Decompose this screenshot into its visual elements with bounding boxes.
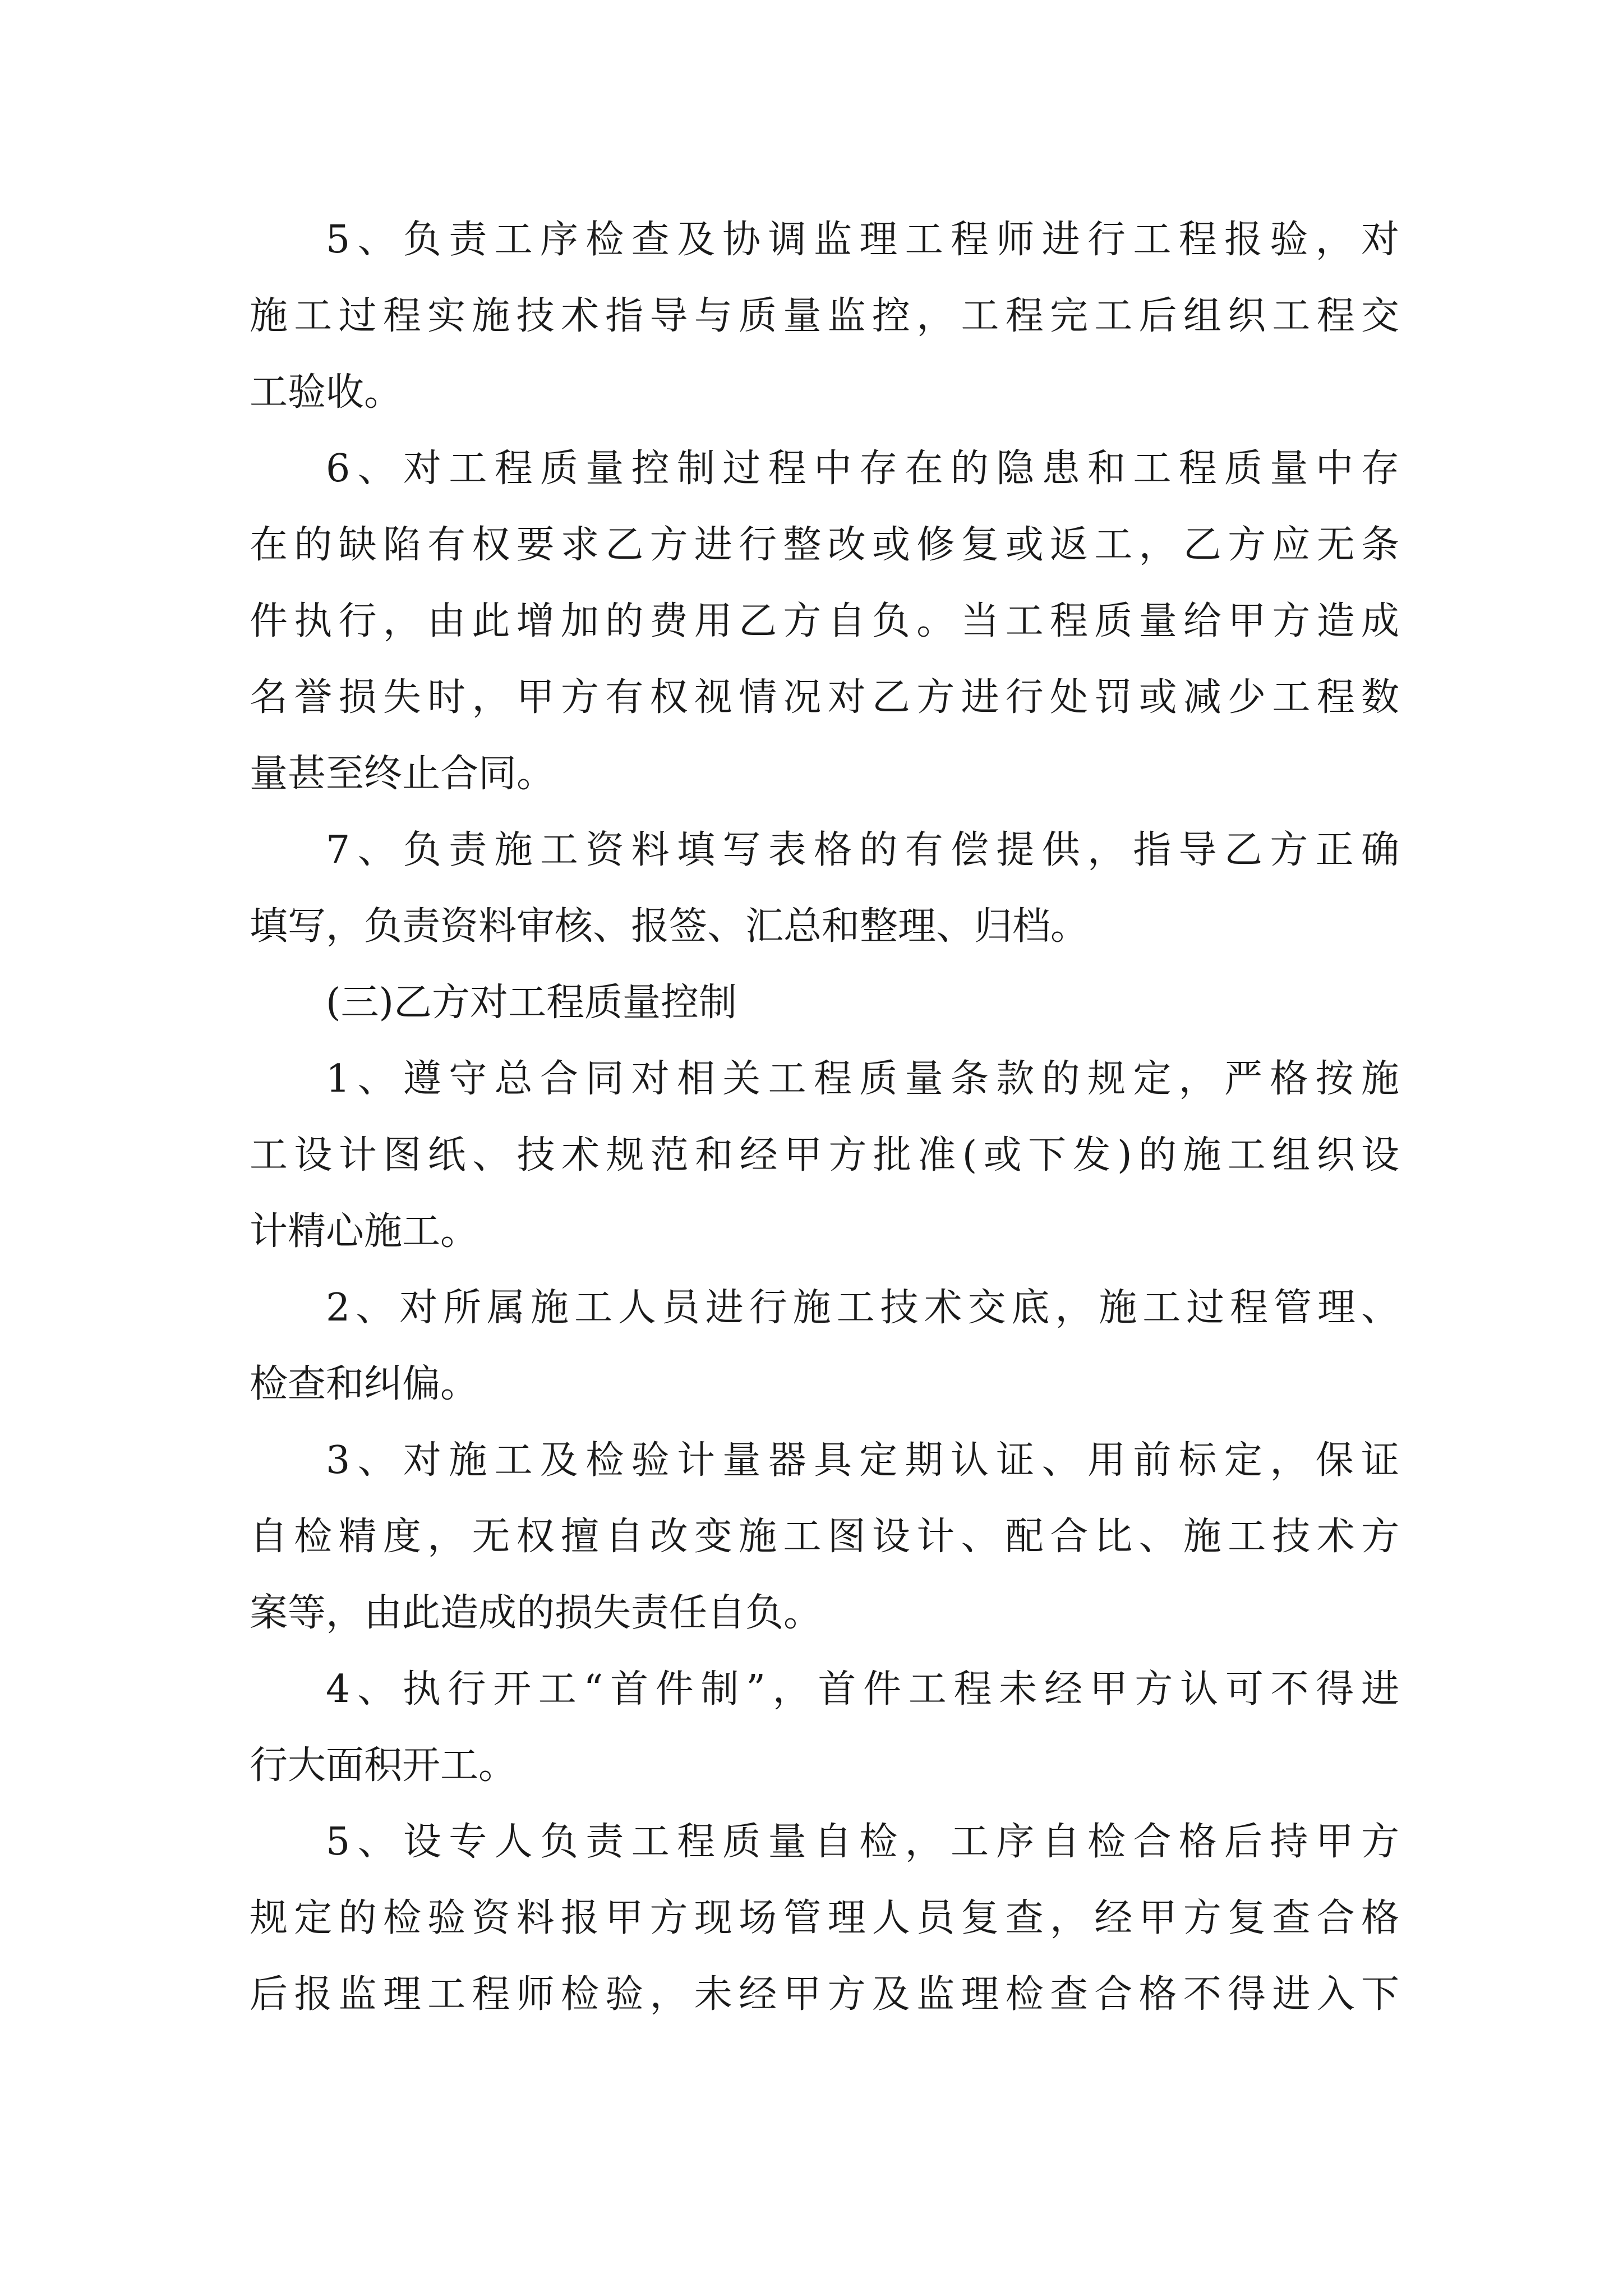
document-body — [250, 202, 1399, 2033]
paragraph-5-line-1: 5、负责工序检查及协调监理工程师进行工程报验，对 — [326, 218, 1399, 262]
item-5-line-1: 5、设专人负责工程质量自检，工序自检合格后持甲方 — [326, 1820, 1399, 1864]
item-4-line-2: 行大面积开工。 — [250, 1743, 517, 1788]
section-heading: (三)乙方对工程质量控制 — [326, 981, 737, 1025]
item-3-line-2: 自检精度，无权擅自改变施工图设计、配合比、施工技术方 — [250, 1515, 1399, 1559]
item-4-line-1: 4、执行开工“首件制”，首件工程未经甲方认可不得进 — [326, 1667, 1399, 1711]
item-2-line-1: 2、对所属施工人员进行施工技术交底，施工过程管理、 — [326, 1286, 1399, 1330]
paragraph-6-line-3: 件执行，由此增加的费用乙方自负。当工程质量给甲方造成 — [250, 599, 1399, 643]
paragraph-7-line-2: 填写，负责资料审核、报签、汇总和整理、归档。 — [250, 904, 1089, 949]
item-1-line-2: 工设计图纸、技术规范和经甲方批准(或下发)的施工组织设 — [250, 1133, 1399, 1177]
item-1-line-3: 计精心施工。 — [250, 1209, 479, 1254]
paragraph-6-line-4: 名誉损失时，甲方有权视情况对乙方进行处罚或减少工程数 — [250, 675, 1399, 720]
item-3-line-1: 3、对施工及检验计量器具定期认证、用前标定，保证 — [326, 1438, 1399, 1483]
paragraph-5-line-2: 施工过程实施技术指导与质量监控，工程完工后组织工程交 — [250, 294, 1399, 338]
paragraph-7-line-1: 7、负责施工资料填写表格的有偿提供，指导乙方正确 — [326, 828, 1399, 872]
paragraph-5-line-3: 工验收。 — [250, 370, 403, 415]
paragraph-6-line-5: 量甚至终止合同。 — [250, 752, 555, 796]
item-5-line-2: 规定的检验资料报甲方现场管理人员复查，经甲方复查合格 — [250, 1896, 1399, 1940]
paragraph-6-line-2: 在的缺陷有权要求乙方进行整改或修复或返工，乙方应无条 — [250, 523, 1399, 567]
item-5-line-3: 后报监理工程师检验，未经甲方及监理检查合格不得进入下 — [250, 1972, 1399, 2017]
paragraph-6-line-1: 6、对工程质量控制过程中存在的隐患和工程质量中存 — [326, 447, 1399, 491]
item-1-line-1: 1、遵守总合同对相关工程质量条款的规定，严格按施 — [326, 1057, 1399, 1101]
item-3-line-3: 案等，由此造成的损失责任自负。 — [250, 1591, 822, 1635]
item-2-line-2: 检查和纠偏。 — [250, 1362, 479, 1406]
